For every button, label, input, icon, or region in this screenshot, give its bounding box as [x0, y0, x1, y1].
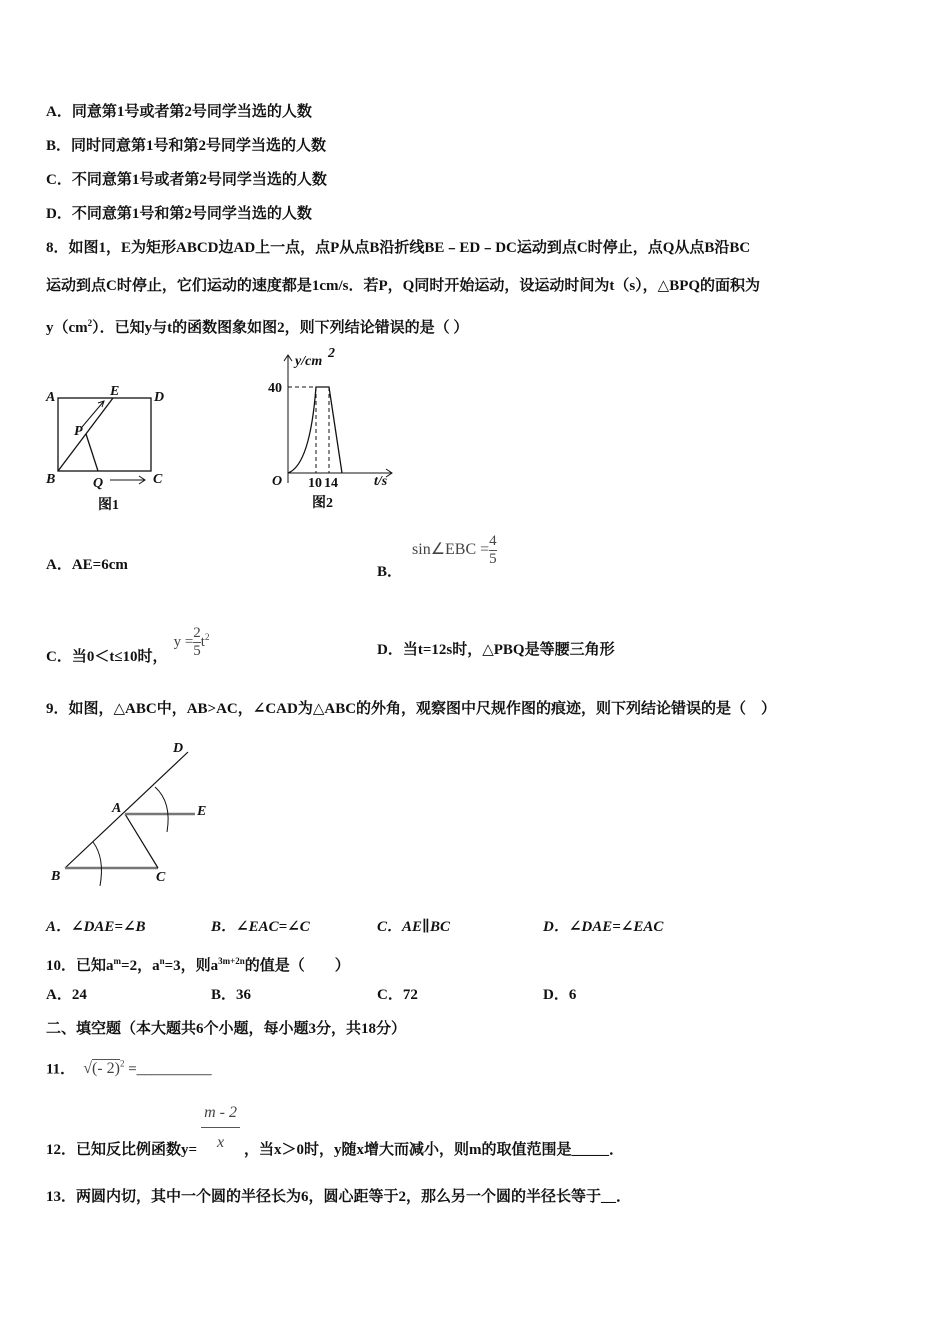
svg-text:E: E	[197, 804, 207, 819]
q13: 13．两圆内切，其中一个圆的半径长为6，圆心距等于2，那么另一个圆的半径长等于__．	[46, 1189, 632, 1205]
svg-text:O: O	[272, 474, 283, 489]
q8-option-a: A．AE=6cm	[46, 557, 128, 573]
q7-option-d: D．不同意第1号和第2号同学当选的人数	[46, 206, 312, 222]
svg-text:14: 14	[324, 476, 338, 491]
section-2-heading: 二、填空题（本大题共6个小题，每小题3分，共18分）	[46, 1021, 407, 1037]
q8-option-b: B．sin∠EBC = $\frac{4}{5}$	[377, 533, 497, 580]
svg-text:D: D	[154, 390, 165, 405]
svg-text:y/cm: y/cm	[295, 354, 323, 369]
q8-option-c: C．当0＜t≤10时，y = $\frac{2}{5}$ $t^2$	[46, 625, 210, 665]
q7-option-c: C．不同意第1号或者第2号同学当选的人数	[46, 172, 327, 188]
svg-text:40: 40	[268, 381, 282, 396]
svg-text:Q: Q	[93, 476, 104, 491]
svg-text:B: B	[51, 869, 61, 884]
svg-text:E: E	[110, 384, 120, 399]
q7-option-b: B．同时同意第1号和第2号同学当选的人数	[46, 138, 327, 154]
svg-text:A: A	[112, 801, 122, 816]
q8-stem-line1: 8．如图1，E为矩形ABCD边AD上一点，点P从点B沿折线BE﹣ED﹣DC运动到点C时停止，点Q从点B沿BC	[46, 240, 751, 256]
q7-option-a: A．同意第1号或者第2号同学当选的人数	[46, 104, 312, 120]
svg-text:D: D	[173, 741, 184, 756]
q10-stem: 10．已知$a^m=2$，$a^n=3$，则$a^{3m+2n}$的值是（ ）	[46, 956, 350, 974]
q10-option-c: C．72	[377, 987, 418, 1003]
q11: 11． √(- 2)$^2$ =__________	[46, 1059, 212, 1078]
svg-text:图1: 图1	[98, 498, 119, 513]
q10-option-b: B．36	[211, 987, 252, 1003]
svg-text:10: 10	[308, 476, 322, 491]
q8-option-d: D．当t=12s时，△PBQ是等腰三角形	[377, 642, 615, 658]
q8-stem-line2: 运动到点C时停止，它们运动的速度都是1cm/s．若P，Q同时开始运动，设运动时间为t（s），△BPQ的面积为	[46, 278, 761, 294]
q10-option-a: A．24	[46, 987, 87, 1003]
svg-text:图2: 图2	[312, 496, 333, 511]
q9-option-c: C．AE∥BC	[377, 919, 450, 935]
q10-option-d: D．6	[543, 987, 577, 1003]
q8-figure-1	[40, 345, 170, 515]
q8-figure-2	[262, 345, 402, 515]
svg-text:t/s: t/s	[374, 474, 388, 489]
svg-text:C: C	[156, 870, 166, 885]
q9-option-a: A．∠DAE=∠B	[46, 919, 146, 935]
q9-figure	[45, 740, 225, 890]
svg-text:P: P	[74, 424, 83, 439]
svg-text:2: 2	[328, 346, 335, 361]
q9-option-b: B．∠EAC=∠C	[211, 919, 310, 935]
q9-stem: 9．如图，△ABC中，AB>AC，∠CAD为△ABC的外角，观察图中尺规作图的痕迹，则下列结论错误的是（ ）	[46, 701, 777, 717]
q8-stem-line3: $y(cm^2)$．已知y与t的函数图象如图2，则下列结论错误的是（ ）	[46, 318, 469, 336]
svg-text:B: B	[46, 472, 56, 487]
svg-text:C: C	[153, 472, 163, 487]
q9-option-d: D．∠DAE=∠EAC	[543, 919, 664, 935]
q12: 12．已知反比例函数y= $\frac{m - 2}{x}$ ，当x＞0时，y随x增大而减小，则m的取值范围是_____．	[46, 1104, 624, 1158]
svg-text:A: A	[46, 390, 56, 405]
